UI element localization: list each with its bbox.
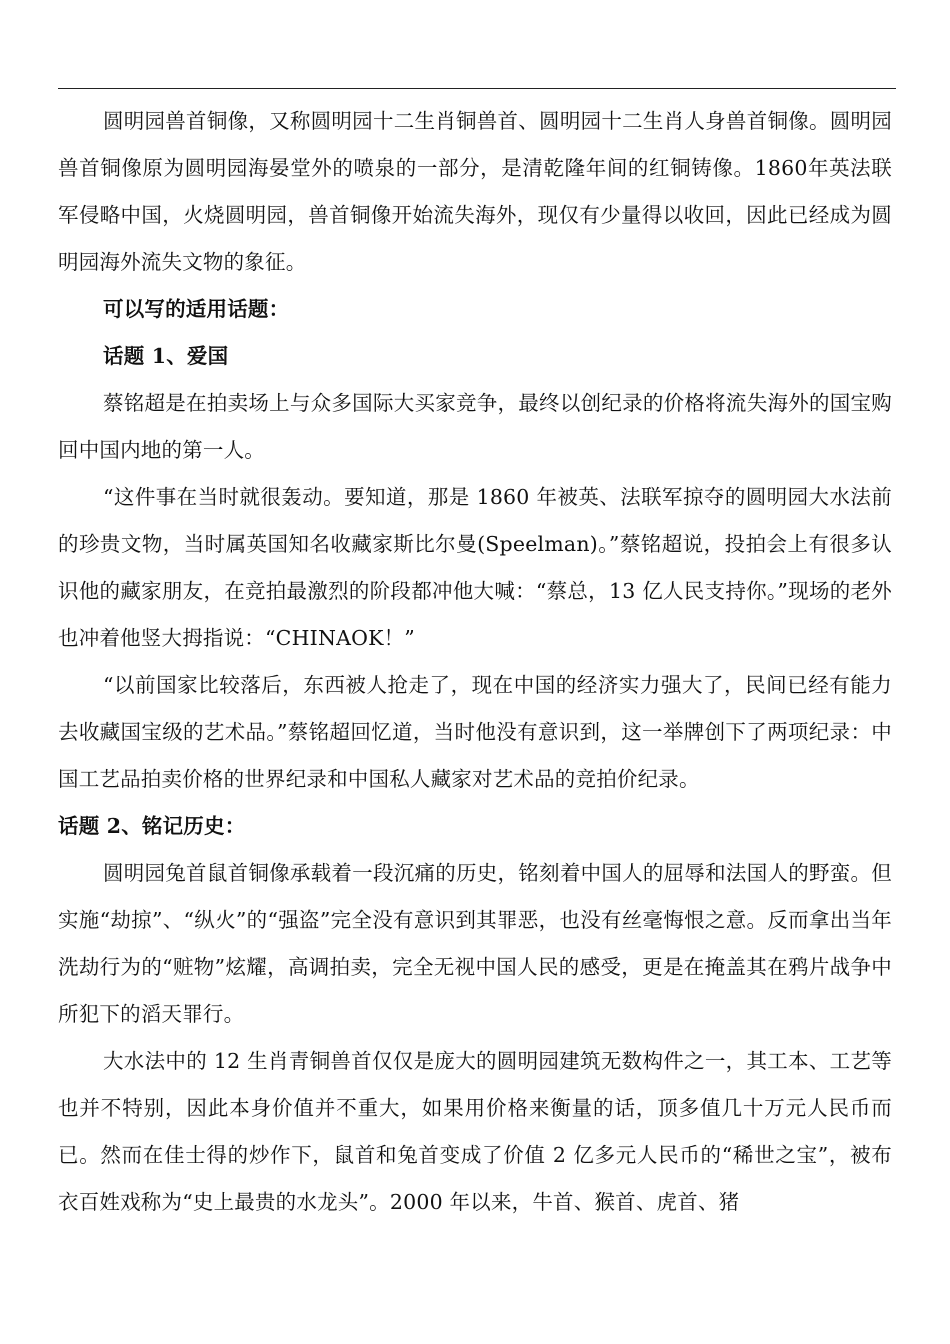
topic2-paragraph-1: 圆明园兔首鼠首铜像承载着一段沉痛的历史，铭刻着中国人的屈辱和法国人的野蛮。但实施“劫掠”、“纵火”的“强盗”完全没有意识到其罪恶，也没有丝毫悔恨之意。反而拿出当年洗劫行为的“赃物”炫耀，高调拍卖，完全无视中国人民的感受，更是在掩盖其在鸦片战争中所犯下的滔天罪行。 — [58, 861, 892, 1026]
topic1-paragraph-1: 蔡铭超是在拍卖场上与众多国际大买家竞争，最终以创纪录的价格将流失海外的国宝购回中国内地的第一人。 — [58, 391, 892, 462]
topic1-heading: 话题 1、爱国 — [103, 344, 229, 368]
topic2-paragraph-2: 大水法中的 12 生肖青铜兽首仅仅是庞大的圆明园建筑无数构件之一，其工本、工艺等也并不特别，因此本身价值并不重大，如果用价格来衡量的话，顶多值几十万元人民币而已。然而在佳士得的炒作下，鼠首和兔首变成了价值 2 亿多元人民币的“稀世之宝”，被布衣百姓戏称为“史上最贵的水龙头”。2000 年以来，牛首、猴首、虎首、猪 — [58, 1049, 892, 1214]
topics-heading: 可以写的适用话题： — [103, 297, 290, 321]
intro-paragraph: 圆明园兽首铜像，又称圆明园十二生肖铜兽首、圆明园十二生肖人身兽首铜像。圆明园兽首铜像原为圆明园海晏堂外的喷泉的一部分，是清乾隆年间的红铜铸像。1860年英法联军侵略中国，火烧圆明园，兽首铜像开始流失海外，现仅有少量得以收回，因此已经成为圆明园海外流失文物的象征。 — [58, 109, 892, 274]
header-rule — [58, 88, 896, 89]
document-body — [58, 98, 892, 1226]
topic1-paragraph-3: “以前国家比较落后，东西被人抢走了，现在中国的经济实力强大了，民间已经有能力去收藏国宝级的艺术品。”蔡铭超回忆道，当时他没有意识到，这一举牌创下了两项纪录：中国工艺品拍卖价格的世界纪录和中国私人藏家对艺术品的竞拍价纪录。 — [58, 673, 892, 791]
topic2-heading: 话题 2、铭记历史： — [58, 814, 246, 838]
topic1-paragraph-2: “这件事在当时就很轰动。要知道，那是 1860 年被英、法联军掠夺的圆明园大水法前的珍贵文物，当时属英国知名收藏家斯比尔曼(Speelman)。”蔡铭超说，投拍会上有很多认识他的藏家朋友，在竞拍最激烈的阶段都冲他大喊：“蔡总，13 亿人民支持你。”现场的老外也冲着他竖大拇指说：“CHINAOK！” — [58, 485, 892, 650]
